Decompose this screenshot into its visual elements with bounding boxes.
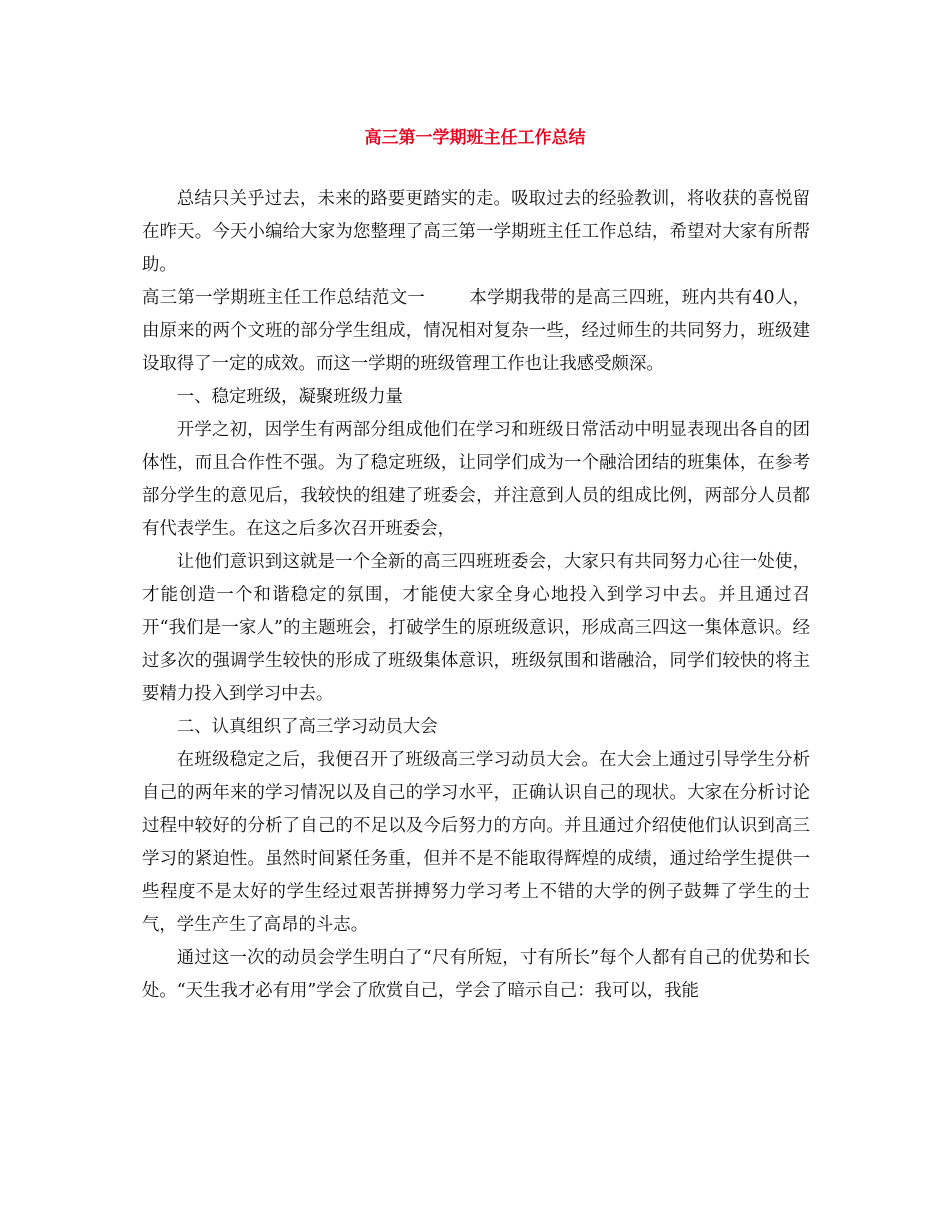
sample-opening: 本学期我带的是高三四班，班内共有40人，由原来的两个文班的部分学生组成，情况相对复杂一些，经过师生的共同努力，班级建设取得了一定的成效。而这一学期的班级管理工作也让我感受颇深。	[142, 288, 810, 374]
intro-paragraph: 总结只关乎过去，未来的路要更踏实的走。吸取过去的经验教训，将收获的喜悦留在昨天。今天小编给大家为您整理了高三第一学期班主任工作总结，希望对大家有所帮助。	[142, 189, 810, 275]
section-1-paragraph-2: 让他们意识到这就是一个全新的高三四班班委会，大家只有共同努力心往一处使，才能创造一个和谐稳定的氛围，才能使大家全身心地投入到学习中去。并且通过召开“我们是一家人”的主题班会，打破学生的原班级意识，形成高三四这一集体意识。经过多次的强调学生较快的形成了班级集体意识，班级氛围和谐融洽，同学们较快的将主要精力投入到学习中去。	[142, 552, 810, 704]
document-title: 高三第一学期班主任工作总结	[364, 128, 586, 148]
section-2-heading: 二、认真组织了高三学习动员大会	[176, 717, 438, 737]
section-1-paragraph-1: 开学之初，因学生有两部分组成他们在学习和班级日常活动中明显表现出各自的团体性，而且合作性不强。为了稳定班级，让同学们成为一个融洽团结的班集体，在参考部分学生的意见后，我较快的组建了班委会，并注意到人员的组成比例，两部分人员都有代表学生。在这之后多次召开班委会，	[142, 420, 810, 539]
document-body	[142, 183, 810, 1008]
section-2-paragraph-1: 在班级稳定之后，我便召开了班级高三学习动员大会。在大会上通过引导学生分析自己的两年来的学习情况以及自己的学习水平，正确认识自己的现状。大家在分析讨论过程中较好的分析了自己的不足以及今后努力的方向。并且通过介绍使他们认识到高三学习的紧迫性。虽然时间紧任务重，但并不是不能取得辉煌的成绩，通过给学生提供一些程度不是太好的学生经过艰苦拼搏努力学习考上不错的大学的例子鼓舞了学生的士气，学生产生了高昂的斗志。	[142, 750, 810, 935]
sample-paragraph	[142, 282, 810, 381]
sample-heading: 高三第一学期班主任工作总结范文一	[142, 288, 426, 308]
section-2-paragraph-2: 通过这一次的动员会学生明白了“尺有所短，寸有所长”每个人都有自己的优势和长处。“天生我才必有用”学会了欣赏自己，学会了暗示自己：我可以，我能	[142, 948, 810, 1001]
section-1-heading: 一、稳定班级，凝聚班级力量	[176, 387, 403, 407]
